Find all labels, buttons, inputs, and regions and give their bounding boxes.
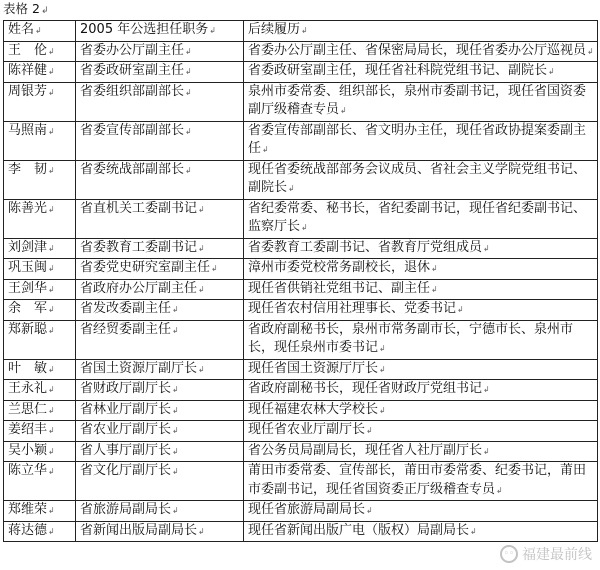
cell-position-2005-text: 省国土资源厅副厅长 ↲ [80, 361, 205, 376]
cell-later-career-text: 现任省国土资源厅厅长 ↲ [248, 361, 386, 376]
cell-name-text: 刘剑津 ↲ [8, 240, 55, 255]
cell-later-career [244, 121, 598, 160]
table-row [4, 82, 598, 121]
cell-later-career-text: 省委宣传部副部长、省文明办主任，现任省政协提案委副主任 ↲ [248, 123, 586, 157]
cell-name [4, 62, 76, 83]
cell-name-text: 郑新聪 ↲ [8, 322, 55, 337]
cell-name [4, 521, 76, 542]
cell-later-career [244, 400, 598, 421]
table-row [4, 121, 598, 160]
cell-position-2005-text: 省委宣传部副部长 ↲ [80, 123, 192, 138]
table-row [4, 501, 598, 522]
cell-position-2005-text: 省旅游局副局长 ↲ [80, 502, 179, 517]
cell-position-2005 [76, 441, 244, 462]
cell-name [4, 160, 76, 199]
table-row [4, 441, 598, 462]
cell-name [4, 279, 76, 300]
cell-later-career-text: 省委教育工委副书记、省教育厅党组成员 ↲ [248, 240, 490, 255]
cell-later-career [244, 41, 598, 62]
cell-position-2005-text: 省委办公厅副主任 ↲ [80, 43, 192, 58]
cell-later-career-text: 省政府副秘书长，现任省财政厅党组书记 ↲ [248, 381, 490, 396]
watermark [500, 544, 592, 564]
cell-position-2005 [76, 62, 244, 83]
cell-later-career [244, 380, 598, 401]
table-header-row [4, 21, 598, 42]
cell-name [4, 82, 76, 121]
cell-later-career [244, 359, 598, 380]
cell-name [4, 121, 76, 160]
cell-name-text: 王 伦 ↲ [8, 43, 55, 58]
cell-name-text: 马照南 ↲ [8, 123, 55, 138]
cell-position-2005-text: 省文化厅副厅长 ↲ [80, 463, 179, 478]
cell-name-text: 蒋达德 ↲ [8, 523, 55, 538]
cell-later-career-text: 省纪委常委、秘书长，省纪委副书记，现任省纪委副书记、监察厅长 ↲ [248, 201, 586, 235]
cell-name-text: 周银芳 ↲ [8, 84, 55, 99]
cell-name [4, 421, 76, 442]
cell-later-career-text: 现任省农村信用社理事长、党委书记 ↲ [248, 301, 464, 316]
cell-name-text: 陈立华 ↲ [8, 463, 55, 478]
cell-position-2005 [76, 320, 244, 359]
cell-later-career [244, 501, 598, 522]
table-row [4, 380, 598, 401]
cell-name [4, 320, 76, 359]
cell-position-2005 [76, 462, 244, 501]
wechat-logo-icon: ◦◦ [500, 545, 518, 563]
header-later-career: 后续履历 ↲ [244, 21, 598, 42]
officials-table [3, 20, 598, 542]
cell-later-career [244, 521, 598, 542]
cell-later-career-text: 省委政研室副主任，现任省社科院党组书记、副院长 ↲ [248, 63, 555, 78]
cell-name-text: 王剑华 ↲ [8, 281, 55, 296]
cell-later-career [244, 300, 598, 321]
cell-later-career [244, 238, 598, 259]
cell-later-career-text: 现任省委统战部部务会议成员、省社会主义学院党组书记、副院长 ↲ [248, 162, 586, 196]
paragraph-mark-icon: ↲ [40, 6, 49, 16]
cell-later-career-text: 现任省旅游局副局长 ↲ [248, 502, 373, 517]
cell-later-career [244, 62, 598, 83]
table-row [4, 320, 598, 359]
cell-position-2005 [76, 501, 244, 522]
cell-name-text: 陈善光 ↲ [8, 201, 55, 216]
cell-later-career [244, 199, 598, 238]
cell-position-2005 [76, 121, 244, 160]
cell-position-2005-text: 省经贸委副主任 ↲ [80, 322, 179, 337]
cell-name [4, 300, 76, 321]
cell-position-2005-text: 省委教育工委副书记 ↲ [80, 240, 205, 255]
cell-later-career-text: 漳州市委党校常务副校长，退休 ↲ [248, 260, 438, 275]
cell-later-career-text: 省公务员局副局长，现任省人社厅副厅长 ↲ [248, 443, 490, 458]
cell-later-career-text: 现任省新闻出版广电（版权）局副局长 ↲ [248, 523, 477, 538]
cell-position-2005 [76, 400, 244, 421]
cell-name-text: 王永礼 ↲ [8, 381, 55, 396]
table-row [4, 199, 598, 238]
cell-name [4, 441, 76, 462]
cell-position-2005 [76, 279, 244, 300]
cell-later-career [244, 421, 598, 442]
table-row [4, 279, 598, 300]
table-row [4, 62, 598, 83]
cell-position-2005-text: 省直机关工委副书记 ↲ [80, 201, 205, 216]
cell-name [4, 199, 76, 238]
cell-later-career [244, 82, 598, 121]
table-row [4, 238, 598, 259]
cell-later-career [244, 441, 598, 462]
cell-later-career-text: 省委办公厅副主任、省保密局局长，现任省委办公厅巡视员 ↲ [248, 43, 594, 58]
table-caption [3, 1, 48, 19]
cell-name [4, 259, 76, 280]
cell-name-text: 陈祥健 ↲ [8, 63, 55, 78]
cell-later-career [244, 462, 598, 501]
cell-position-2005-text: 省委党史研究室副主任 ↲ [80, 260, 218, 275]
cell-position-2005-text: 省发改委副主任 ↲ [80, 301, 179, 316]
table-row [4, 421, 598, 442]
table-row [4, 41, 598, 62]
cell-later-career-text: 莆田市委常委、宣传部长，莆田市委常委、纪委书记，莆田市委副书记，现任省国资委正厅级稽查专员 ↲ [248, 463, 586, 497]
cell-position-2005 [76, 521, 244, 542]
cell-later-career-text: 现任福建农林大学校长 ↲ [248, 402, 386, 417]
header-position-2005: 2005 年公选担任职务 ↲ [76, 21, 244, 42]
cell-name [4, 400, 76, 421]
cell-position-2005-text: 省林业厅副厅长 ↲ [80, 402, 179, 417]
cell-name [4, 380, 76, 401]
cell-later-career [244, 279, 598, 300]
table-row [4, 521, 598, 542]
table-row [4, 160, 598, 199]
table-row [4, 400, 598, 421]
cell-name-text: 巩玉闽 ↲ [8, 260, 55, 275]
cell-position-2005-text: 省委政研室副主任 ↲ [80, 63, 192, 78]
cell-later-career-text: 泉州市委常委、组织部长，泉州市委副书记，现任省国资委副厅级稽查专员 ↲ [248, 84, 586, 118]
cell-name-text: 李 韧 ↲ [8, 162, 55, 177]
cell-name [4, 359, 76, 380]
cell-position-2005-text: 省财政厅副厅长 ↲ [80, 381, 179, 396]
table-row [4, 259, 598, 280]
cell-later-career [244, 320, 598, 359]
cell-position-2005 [76, 41, 244, 62]
cell-later-career-text: 现任省农业厅副厅长 ↲ [248, 422, 373, 437]
cell-name-text: 吴小颖 ↲ [8, 443, 55, 458]
cell-position-2005 [76, 238, 244, 259]
cell-position-2005 [76, 300, 244, 321]
cell-name-text: 姜绍丰 ↲ [8, 422, 55, 437]
cell-later-career-text: 现任省供销社党组书记、副主任 ↲ [248, 281, 438, 296]
cell-position-2005 [76, 380, 244, 401]
cell-position-2005 [76, 359, 244, 380]
table-row [4, 359, 598, 380]
cell-position-2005 [76, 259, 244, 280]
cell-name [4, 238, 76, 259]
header-name: 姓名 ↲ [4, 21, 76, 42]
cell-name-text: 兰思仁 ↲ [8, 402, 55, 417]
cell-name [4, 501, 76, 522]
cell-later-career-text: 省政府副秘书长，泉州市常务副市长，宁德市长、泉州市长，现任泉州市委书记 ↲ [248, 322, 573, 356]
table-row [4, 300, 598, 321]
caption-text: 表格 2 [3, 1, 40, 16]
cell-name [4, 462, 76, 501]
cell-name-text: 郑维荣 ↲ [8, 502, 55, 517]
cell-name [4, 41, 76, 62]
cell-position-2005 [76, 421, 244, 442]
cell-name-text: 余 军 ↲ [8, 301, 55, 316]
cell-position-2005-text: 省新闻出版局副局长 ↲ [80, 523, 205, 538]
cell-later-career [244, 160, 598, 199]
cell-position-2005 [76, 199, 244, 238]
cell-position-2005-text: 省政府办公厅副主任 ↲ [80, 281, 205, 296]
cell-position-2005 [76, 82, 244, 121]
cell-position-2005-text: 省人事厅副厅长 ↲ [80, 443, 179, 458]
cell-position-2005-text: 省委统战部副部长 ↲ [80, 162, 192, 177]
watermark-text: 福建最前线 [522, 547, 592, 563]
cell-position-2005-text: 省农业厅副厅长 ↲ [80, 422, 179, 437]
cell-name-text: 叶 敏 ↲ [8, 361, 55, 376]
cell-later-career [244, 259, 598, 280]
cell-position-2005 [76, 160, 244, 199]
table-row [4, 462, 598, 501]
cell-position-2005-text: 省委组织部副部长 ↲ [80, 84, 192, 99]
